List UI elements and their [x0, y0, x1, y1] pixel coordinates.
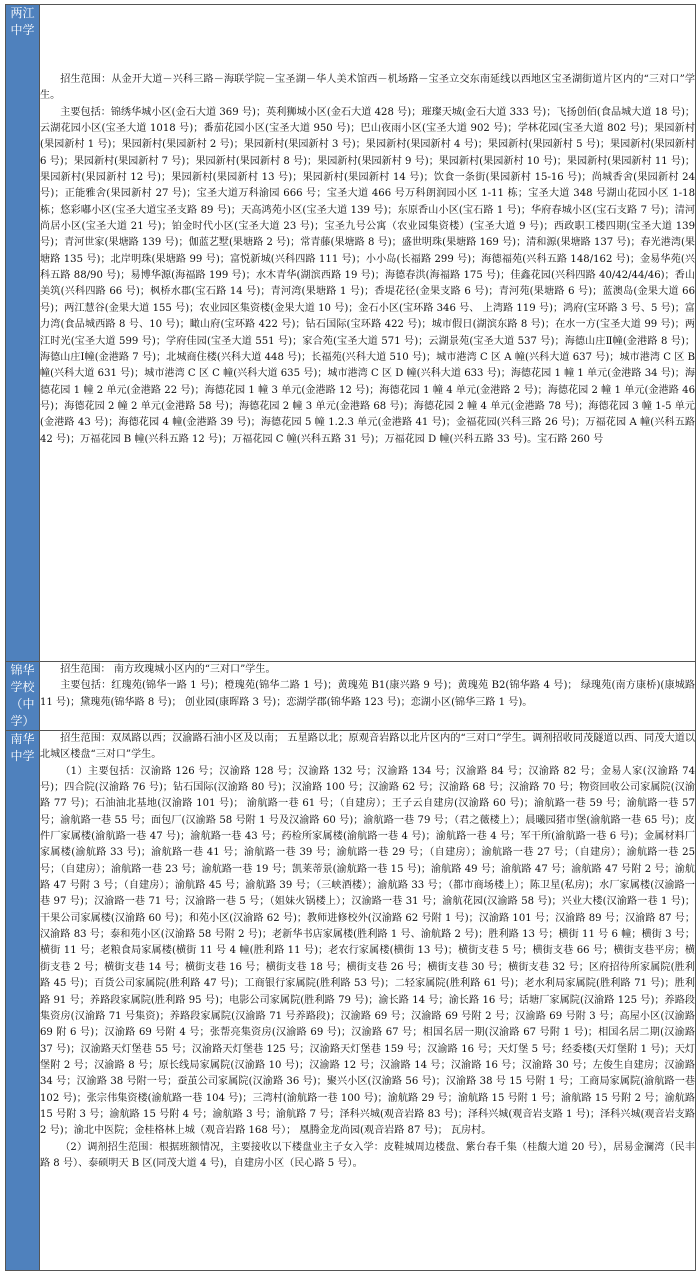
enrollment-scope: 招生范围：双凤路以西；汉渝路石油小区及以南； 五星路以北；原观音岩路以北片区内的“三对口”学生。调剂招收同茂隧道以西、同茂大道以北城区楼盘“三对口”学生。	[40, 733, 695, 761]
included-communities: 主要包括：锦绣华城小区(金石大道 369 号)；英利狮城小区(金石大道 428 号)；璀璨天城(金石大道 333 号)；飞扬创佰(食品城大道 18 号)；云湖花园小区(宝圣大道 1018 号)；番茄花园小区(宝圣大道 950 号)；巴山夜雨小区(宝圣大道 902 号)；学林花园(宝圣大道 802 号)；果园新村(果园新村 1 号)；果园新村(果园新村 2 号)；果园新村(果园新村 3 号)；果园新村(果园新村 4 号)；果园新村(果园新村 5 号)；果园新村(果园新村 6 号)；果园新村(果园新村 7 号)；果园新村(果园新村 8 号)；果园新村(果园新村 9 号)；果园新村(果园新村 10 号)；果园新村(果园新村 11 号)；果园新村(果园新村 12 号)；果园新村(果园新村 13 号)；果园新村(果园新村 14 号)；饮食一条街(果园新村 15-16 号)；尚城香舍(果园新村 24 号)；正能雅舍(果园新村 27 号)；宝圣大道万科渝园 666 号；宝圣大道 466 号万科朗润园小区 1-11 栋；宝圣大道 348 号湖山花园小区 1-18 栋；悠彩嘟小区(宝圣大道宝圣支路 89 号)；天高鸿苑小区(宝圣大道 139 号)；东原香山小区(宝石路 1 号)；华府春城小区(宝石支路 7 号)；清河尚居小区(宝圣大道 21 号)；铂金时代小区(宝圣大道 23 号)；宝圣九号公寓（农业园集资楼）(宝圣大道 9 号)；西政职工楼四期(宝圣大道 139 号)；青河世家(果塘路 139 号)；伽蓝艺墅(果塘路 2 号)；常青藤(果塘路 8 号)；盛世明珠(果塘路 169 号)；清和源(果塘路 137 号)；春光港湾(果塘路 135 号)；北岸明珠(果塘路 99 号)；富悦新城(兴科四路 111 号)；小小岛(长福路 299 号)；海德福苑(兴科五路 148/162 号)；金易华苑(兴科五路 88/90 号)；易博华源(海福路 199 号)；水木青华(湖滨西路 19 号)；海德春洪(海福路 175 号)；佳鑫花园(兴科四路 40/42/44/46)；香山美筑(兴科四路 66 号)；枫桥水郡(宝石路 14 号)；青河湾(果塘路 1 号)；香堤花径(金果支路 6 号)；青河苑(果塘路 6 号)；蓝澳岛(金果大道 66 号)；两江慧谷(金果大道 155 号)；农业园区集资楼(金果大道 10 号)；金石小区(宝环路 346 号、 上湾路 119 号)；鸿府(宝环路 3 号、5 号)；富力湾(食品城西路 8 号、10 号)；瞰山府(宝环路 422 号)；钻石国际(宝环路 422 号)；城市假日(湖滨东路 8 号)；在水一方(宝圣大道 99 号)；两江时光(宝圣大道 599 号)；学府佳园(宝圣大道 551 号)；家合苑(宝圣大道 571 号)；云湖景苑(宝圣大道 537 号)；海德山庄Ⅱ幢(金港路 8 号)；海德山庄Ⅰ幢(金港路 7 号)；北城商住楼(兴科大道 448 号)；长福苑(兴科大道 510 号)；城市港湾 C 区 A 幢(兴科大道 637 号)；城市港湾 C 区 B 幢(兴科大道 631 号)；城市港湾 C 区 C 幢(兴科大道 635 号)；城市港湾 C 区 D 幢(兴科大道 633 号)；海德花园 1 幢 1 单元(金港路 34 号)；海德花园 1 幢 2 单元(金港路 22 号)；海德花园 1 幢 3 单元(金港路 12 号)；海德花园 1 幢 4 单元(金港路 2 号)；海德花园 2 幢 1 单元(金港路 46 号)；海德花园 2 幢 2 单元(金港路 58 号)；海德花园 2 幢 3 单元(金港路 68 号)；海德花园 2 幢 4 单元(金港路 78 号)；海德花园 3 幢 1-5 单元(金港路 43 号)；海德花园 4 幢(金港路 39 号)；海德花园 5 幢 1.2.3 单元(金港路 41 号)；金福花园(兴科三路 26 号)；万福花园 A 幢(兴科五路 42 号)；万福花园 B 幢(兴科五路 12 号)；万福花园 C 幢(兴科五路 31 号)；万福花园 D 幢(兴科五路 33 号)。宝石路 260 号	[40, 106, 695, 445]
school-name-cell	[6, 662, 40, 731]
school-name: 锦华学校（中学）	[10, 663, 35, 728]
table-row-jinhua	[6, 662, 696, 731]
enrollment-scope: 招生范围： 南方玫瑰城小区内的“三对口”学生。	[60, 664, 276, 675]
school-name-cell	[6, 5, 40, 662]
included-communities: （1）主要包括：汉渝路 126 号；汉渝路 128 号；汉渝路 132 号；汉渝路 134 号；汉渝路 84 号；汉渝路 82 号；金易人家(汉渝路 74 号)；四合院(汉渝路 76 号)；钻石国际(汉渝路 80 号)；汉渝路 100 号；汉渝路 62 号；汉渝路 68 号；汉渝路 70 号；物资回收公司家属院(汉渝路 77 号)；石油油北基地(汉渝路 101 号)； 渝航路一巷 61 号；（自建房）；王子云自建房(汉渝路 60 号)；渝航路一巷 59 号；渝航路一巷 57 号；渝航路一巷 55 号；面包厂(汉渝路 58 号附 1 号及汉渝路 60 号)；渝航路一巷 79 号；（君之薇楼上）；晨曦园猪市堡(渝航路一巷 65 号)；皮件厂家属楼(渝航路一巷 47 号)；渝航路一巷 43 号；药检所家属楼(渝航路一巷 4 号)；渝航路一巷 4 号；军干所(渝航路一巷 6 号)；金属材料厂家属楼(渝航路 33 号)；渝航路一巷 41 号；渝航路一巷 39 号；渝航路一巷 29 号；（自建房）；渝航路一巷 27 号；（自建房）；渝航路一巷 25 号；（自建房）；渝航路一巷 23 号；渝航路一巷 19 号；凯莱蒂景(渝航路一巷 15 号)；渝航路 49 号；渝航路 47 号；渝航路 47 号附 2 号；渝航路 47 号附 3 号；（自建房）；渝航路 45 号；渝航路 39 号；（三峡酒楼）；渝航路 33 号；（都市商场楼上）；陈卫星(私房)；水厂家属楼(汉渝路一巷 97 号)；汉渝路一巷 71 号；汉渝路一巷 5 号；（姐妹火锅楼上）；汉渝路一巷 31 号；渝航花园(汉渝路 58 号)；兴业大楼(汉渝路一巷 1 号)；干果公司家属楼(汉渝路 60 号)；和苑小区(汉渝路 62 号)；教师进修校外(汉渝路 62 号附 1 号)；汉渝路 101 号；汉渝路 89 号；汉渝路 87 号；汉渝路 83 号；泰和苑小区(汉渝路 58 号附 2 号)；老新华书店家属楼(胜利路 1 号、渝航路 2 号)；胜利路 13 号；横街 11 号 6 幢；横街 3 号；横街 11 号；老粮食局家属楼(横街 11 号 4 幢(胜利路 11 号)；老农行家属楼(横街 13 号)；横街支巷 5 号；横街支巷 66 号；横街支巷平房；横街支巷 2 号；横街支巷 14 号；横街支巷 16 号；横街支巷 18 号；横街支巷 26 号；横街支巷 30 号；横街支巷 32 号；区府招待所家属院(胜利路 45 号)；百货公司家属院(胜利路 47 号)；工商银行家属院(胜利路 53 号)；二轻家属院(胜利路 61 号)；老水利局家属院(胜利路 71 号)；胜利路 91 号；养路段家属院(胜利路 95 号)；电影公司家属院(胜利路 79 号)；渝长路 14 号；渝长路 16 号；话塘厂家属院(汉渝路 125 号)；养路段集资房(汉渝路 71 号集资)；养路段家属院(汉渝路 71 号养路段)；汉渝路 69 号；汉渝路 69 号附 2 号；汉渝路 69 号附 3 号；高屋小区(汉渝路 69 附 6 号)；汉渝路 69 号附 4 号；张帮亮集资房(汉渝路 69 号)；汉渝路 67 号；相国名居一期(汉渝路 67 号附 1 号)；相国名居二期(汉渝路 37 号)；汉渝路天灯堡巷 55 号；汉渝路天灯堡巷 125 号；汉渝路天灯堡巷 159 号；汉渝路 16 号；天灯堡 5 号；经委楼(天灯堡附 1 号)；天灯堡附 2 号；汉渝路 8 号；原长线局家属院(汉渝路 10 号)；汉渝路 12 号；汉渝路 14 号；汉渝路 16 号；汉渝路 30 号；左俊生自建房；汉渝路 34 号；汉渝路 38 号附一号；蚕茧公司家属院(汉渝路 36 号)；聚兴小区(汉渝路 56 号)；汉渝路 38 号 15 号附 1 号；工商局家属院(渝航路一巷 102 号)；张宗伟集资楼(渝航路一巷 104 号)；三湾村(渝航路一巷 100 号)；渝航路 29 号；渝航路 15 号附 1 号；渝航路 15 号附 2 号；渝航路 15 号附 3 号；渝航路 15 号附 4 号；渝航路 3 号；渝航路 7 号；泽科兴城(观音岩路 83 号)；泽科兴城(观音岩支路 1 号)；泽科兴城(观音岩支路 2 号)；渝北中医院；金桂格林上城（观音岩路 168 号）； 凰腾金龙尚园(观音岩路 87 号)； 瓦房村。	[40, 765, 695, 1137]
included-communities: 主要包括：红瑰苑(锦华一路 1 号)；橙瑰苑(锦华二路 1 号)；黄瑰苑 B1(康兴路 9 号)；黄瑰苑 B2(锦华路 4 号)； 绿瑰苑(南方康桥)(康城路 11 号)；黛瑰苑(锦华路 8 号)； 创业园(康晖路 3 号)；恋湖学郡(锦华路 123 号)；恋湖小区(锦华三路 1 号)。	[40, 680, 695, 708]
school-name-cell	[6, 731, 40, 1271]
document-page	[5, 4, 696, 1270]
adjusted-enrollment-scope: （2）调剂招生范围：根据班额情况，主要接收以下楼盘业主子女入学：皮鞋城周边楼盘、紫台春千集（桂馥大道 20 号），居易金澜湾（民丰路 8 号）、泰硕明天 B 区(同茂大道 4 号)，自建房小区（民心路 5 号）。	[40, 1141, 695, 1169]
school-name: 两江中学	[10, 6, 35, 37]
school-name: 南华中学	[10, 732, 35, 763]
table-row-liangjiang	[6, 5, 696, 662]
enrollment-table	[5, 4, 696, 1271]
district-cell	[40, 5, 696, 662]
district-cell	[40, 731, 696, 1271]
enrollment-scope: 招生范围：从金开大道－兴科三路－海联学院－宝圣湖－华人美术馆西－机场路－宝圣立交东南延线以西地区宝圣湖街道片区内的“三对口”学生。	[40, 74, 695, 102]
district-cell	[40, 662, 696, 731]
table-row-nanhua	[6, 731, 696, 1271]
